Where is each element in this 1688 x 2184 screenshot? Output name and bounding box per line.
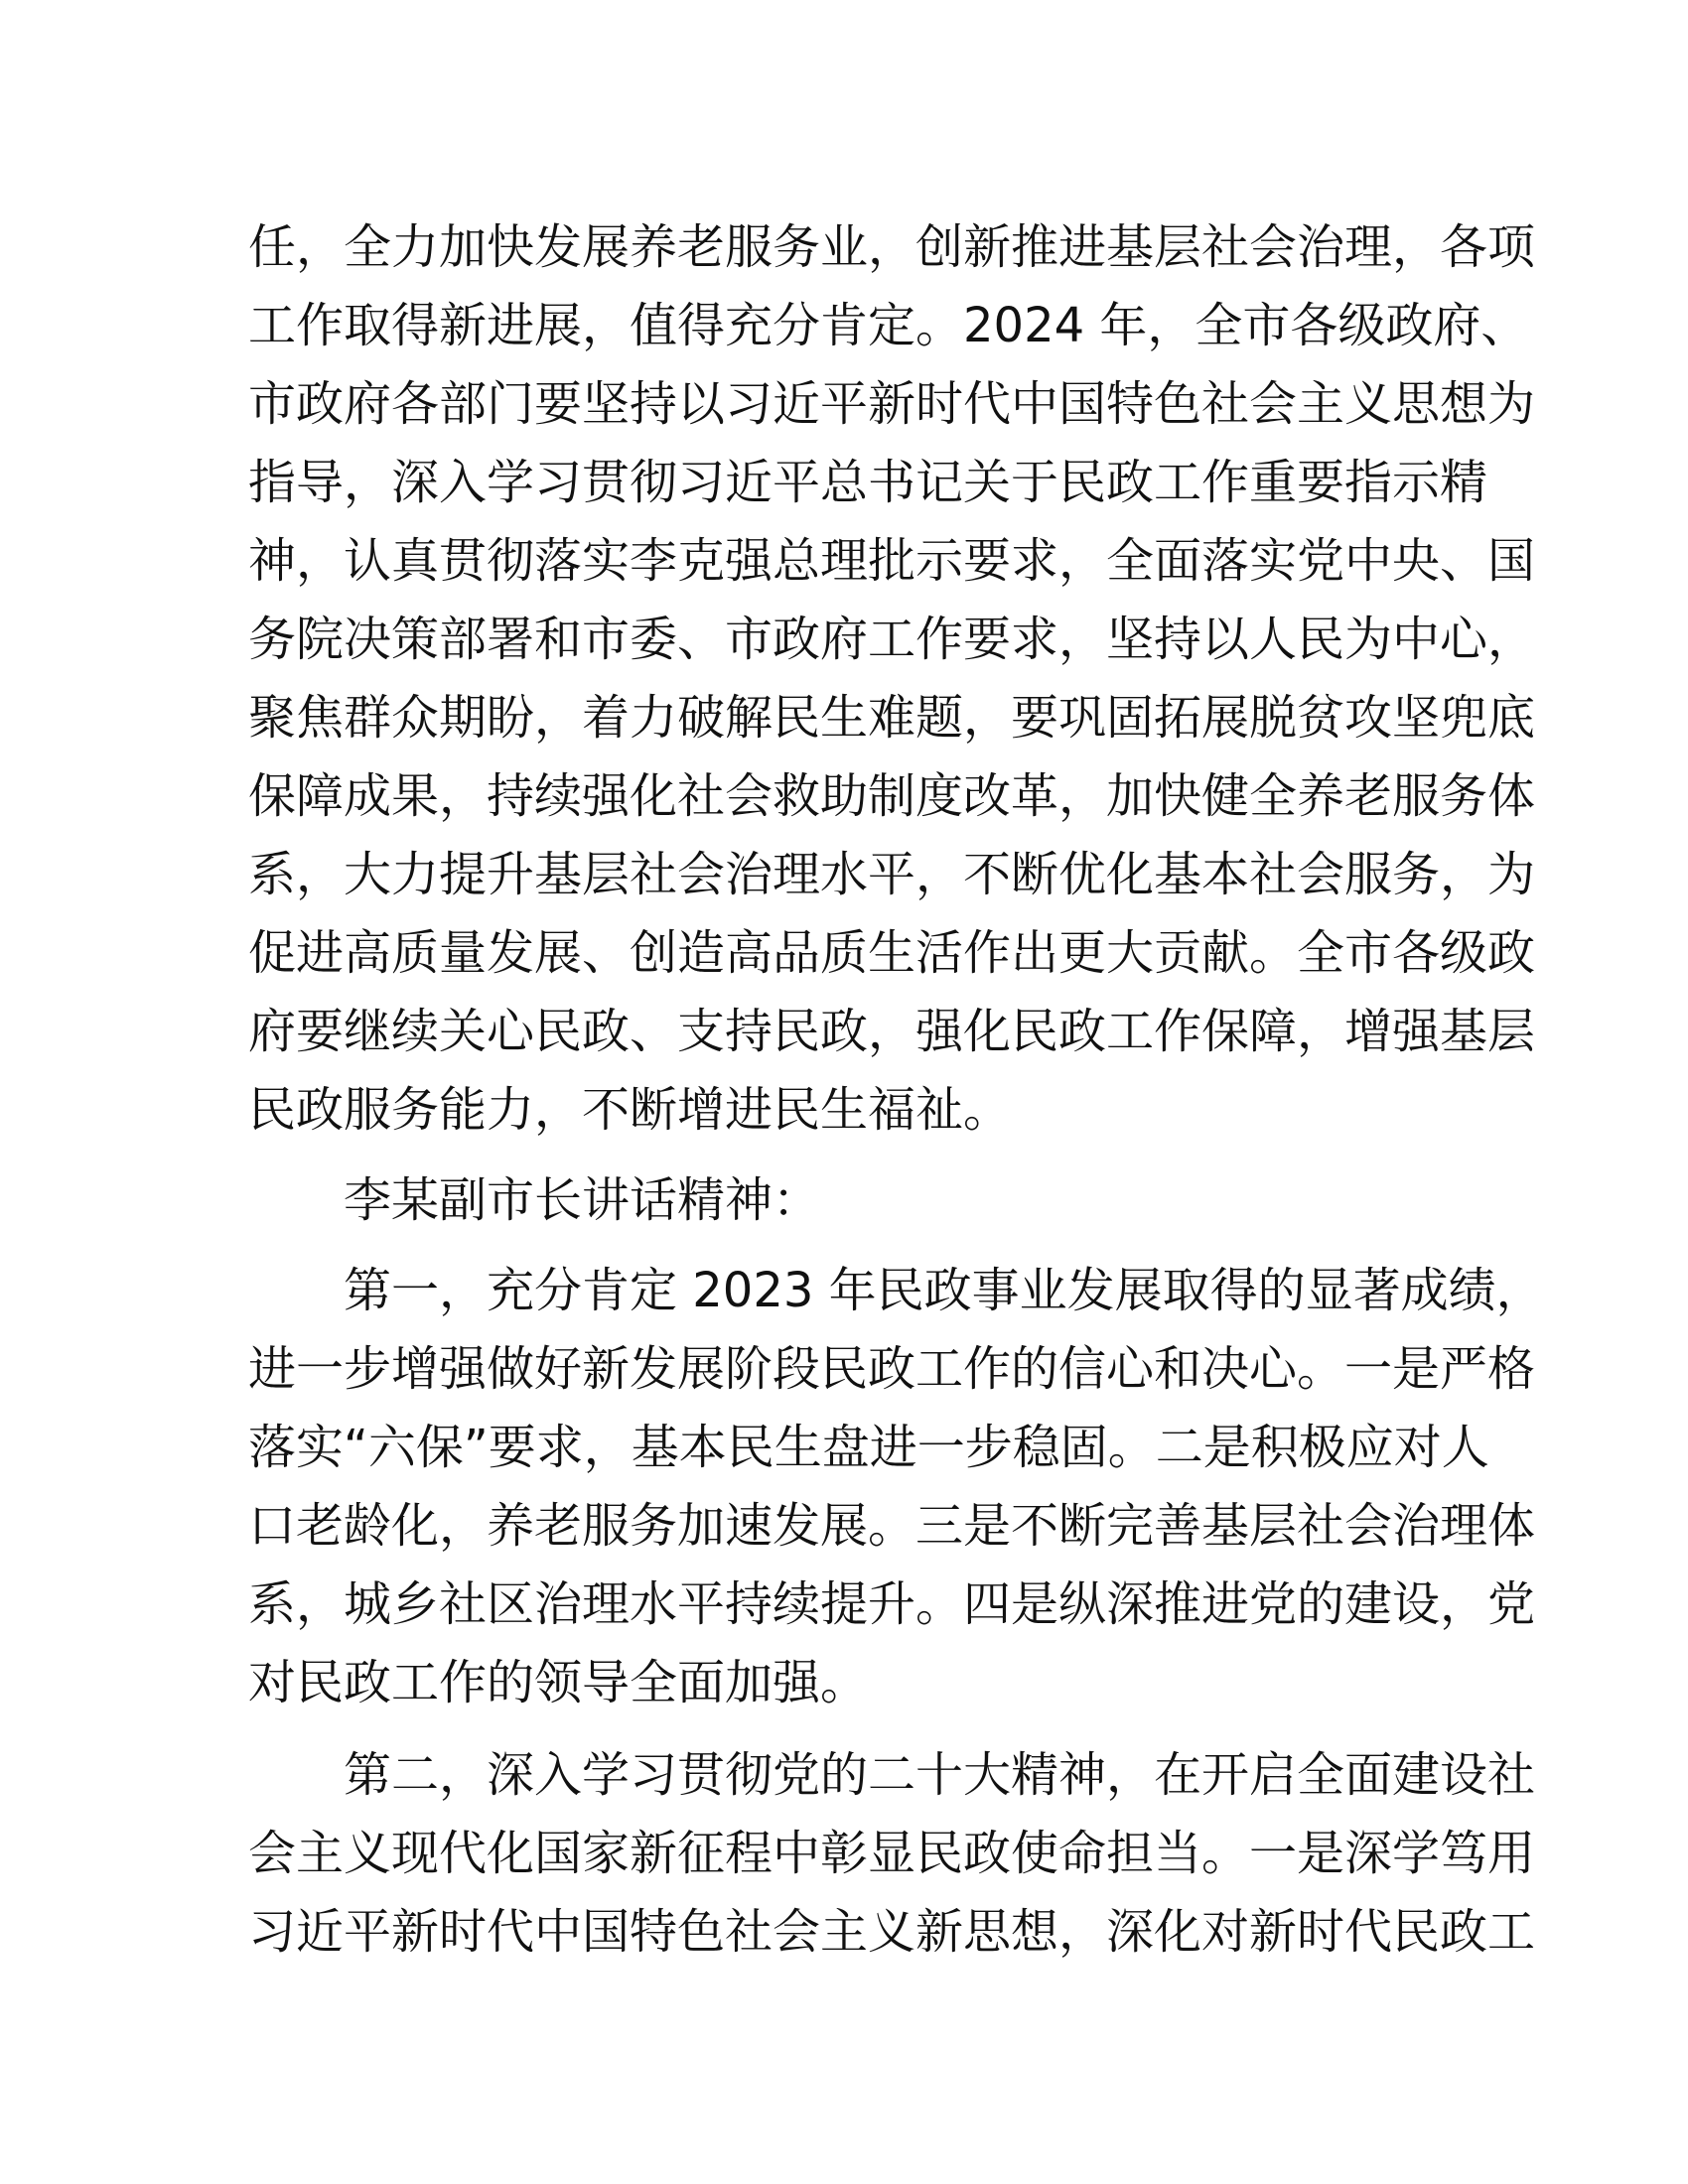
text-line: 任，全力加快发展养老服务业，创新推进基层社会治理，各项	[248, 219, 1536, 275]
paragraph-2	[248, 1161, 1440, 1240]
text-line: 保障成果，持续强化社会救助制度改革，加快健全养老服务体	[248, 768, 1536, 824]
text-line: 神，认真贯彻落实李克强总理批示要求，全面落实党中央、国	[248, 533, 1536, 589]
text-line: 务院决策部署和市委、市政府工作要求，坚持以人民为中心，	[248, 612, 1536, 667]
paragraph-1	[248, 208, 1536, 1150]
text-line: 促进高质量发展、创造高品质生活作出更大贡献。全市各级政	[248, 925, 1536, 981]
text-line: 指导，深入学习贯彻习近平总书记关于民政工作重要指示精	[248, 455, 1488, 510]
text-line: 对民政工作的领导全面加强。	[248, 1655, 869, 1710]
paragraph-3	[248, 1252, 1544, 1722]
text-line: 会主义现代化国家新征程中彰显民政使命担当。一是深学笃用	[248, 1826, 1536, 1881]
text-line: 府要继续关心民政、支持民政，强化民政工作保障，增强基层	[248, 1004, 1536, 1059]
text-line: 聚焦群众期盼，着力破解民生难题，要巩固拓展脱贫攻坚兜底	[248, 690, 1536, 746]
paragraph-4	[248, 1736, 1536, 1972]
text-line: 口老龄化，养老服务加速发展。三是不断完善基层社会治理体	[248, 1498, 1536, 1554]
text-line: 第二，深入学习贯彻党的二十大精神，在开启全面建设社	[344, 1747, 1536, 1803]
text-line: 落实“六保”要求，基本民生盘进一步稳固。二是积极应对人	[248, 1420, 1489, 1475]
text-line: 工作取得新进展，值得充分肯定。2024 年，全市各级政府、	[248, 298, 1529, 353]
document-body	[248, 208, 1544, 1972]
section-heading: 李某副市长讲话精神：	[344, 1172, 821, 1228]
text-line: 民政服务能力，不断增进民生福祉。	[248, 1082, 1012, 1138]
text-line: 市政府各部门要坚持以习近平新时代中国特色社会主义思想为	[248, 376, 1536, 432]
text-line: 系，大力提升基层社会治理水平，不断优化基本社会服务，为	[248, 847, 1536, 902]
text-line: 进一步增强做好新发展阶段民政工作的信心和决心。一是严格	[248, 1341, 1536, 1397]
text-line: 系，城乡社区治理水平持续提升。四是纵深推进党的建设，党	[248, 1576, 1536, 1632]
text-line: 习近平新时代中国特色社会主义新思想，深化对新时代民政工	[248, 1904, 1536, 1960]
text-line: 第一，充分肯定 2023 年民政事业发展取得的显著成绩，	[344, 1263, 1544, 1318]
